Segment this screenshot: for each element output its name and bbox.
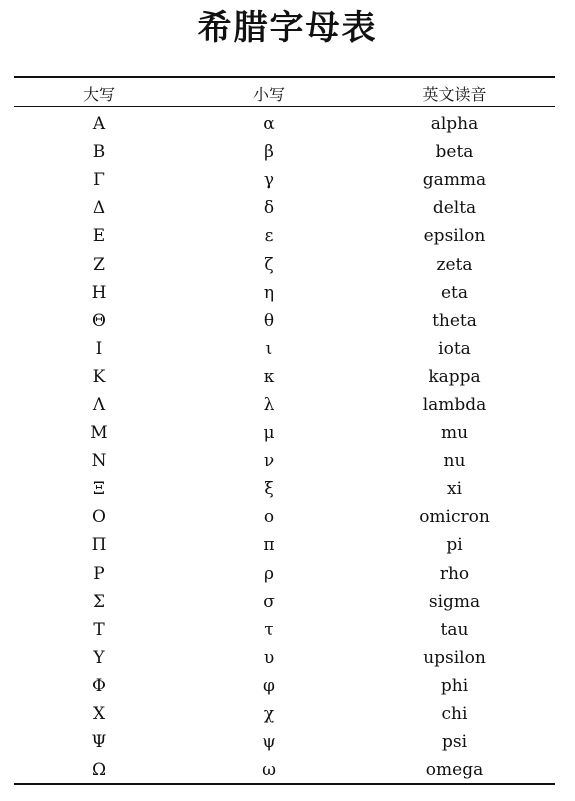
lowercase-cell: ζ: [264, 254, 274, 275]
uppercase-cell: Γ: [93, 170, 105, 191]
lowercase-cell: φ: [263, 675, 275, 696]
lowercase-cell: υ: [263, 647, 275, 668]
lowercase-cell: ν: [263, 451, 275, 472]
uppercase-cell: Ρ: [93, 563, 105, 584]
uppercase-cell: Δ: [92, 198, 106, 219]
pronunciation-cell: theta: [432, 310, 477, 331]
pronunciation-cell: epsilon: [423, 226, 486, 247]
pronunciation-cell: rho: [439, 563, 470, 584]
table-row: [14, 307, 555, 335]
lowercase-cell: π: [263, 535, 275, 556]
lowercase-cell: τ: [264, 619, 274, 640]
uppercase-cell: Ι: [95, 338, 103, 359]
pronunciation-cell: upsilon: [423, 647, 486, 668]
pronunciation-cell: omicron: [419, 507, 490, 528]
header-uppercase: 大写: [82, 84, 115, 104]
pronunciation-cell: phi: [440, 675, 469, 696]
table-row: [14, 700, 555, 728]
lowercase-cell: ξ: [264, 479, 274, 500]
pronunciation-cell: omega: [425, 760, 484, 781]
uppercase-cell: Σ: [92, 591, 106, 612]
pronunciation-cell: sigma: [428, 591, 481, 612]
pronunciation-cell: zeta: [436, 254, 473, 275]
uppercase-cell: Η: [91, 282, 107, 303]
uppercase-cell: Κ: [92, 366, 106, 387]
uppercase-cell: Φ: [92, 675, 106, 696]
pronunciation-cell: lambda: [422, 394, 487, 415]
page-title: 希腊字母表: [197, 8, 378, 48]
pronunciation-cell: psi: [441, 732, 468, 753]
lowercase-cell: ω: [262, 760, 276, 781]
pronunciation-cell: xi: [446, 479, 463, 500]
lowercase-cell: ψ: [262, 732, 276, 753]
pronunciation-cell: iota: [438, 338, 471, 359]
pronunciation-cell: mu: [440, 423, 469, 444]
pronunciation-cell: eta: [440, 282, 469, 303]
header-lowercase: 小写: [252, 84, 285, 104]
lowercase-cell: ι: [265, 338, 273, 359]
uppercase-cell: Β: [92, 142, 106, 163]
lowercase-cell: η: [263, 282, 275, 303]
uppercase-cell: Υ: [93, 647, 105, 668]
header-pronunciation: 英文读音: [422, 84, 487, 104]
uppercase-cell: Χ: [92, 704, 106, 725]
table-row: [14, 138, 555, 166]
table-header-rule: [14, 106, 555, 107]
table-row: [14, 391, 555, 419]
pronunciation-cell: delta: [432, 198, 477, 219]
table-row: [14, 166, 555, 194]
pronunciation-cell: gamma: [422, 170, 487, 191]
table-row: [14, 363, 555, 391]
table-row: [14, 419, 555, 447]
table-body: [14, 110, 555, 784]
lowercase-cell: δ: [263, 198, 275, 219]
uppercase-cell: Ο: [92, 507, 106, 528]
uppercase-cell: Ν: [91, 451, 107, 472]
pronunciation-cell: kappa: [428, 366, 481, 387]
table-row: [14, 279, 555, 307]
table-row: [14, 588, 555, 616]
lowercase-cell: γ: [263, 170, 275, 191]
lowercase-cell: κ: [263, 366, 275, 387]
table-top-rule: [14, 76, 555, 78]
table-row: [14, 756, 555, 784]
uppercase-cell: Μ: [90, 423, 108, 444]
table-bottom-rule: [14, 783, 555, 785]
pronunciation-cell: beta: [435, 142, 474, 163]
table-row: [14, 616, 555, 644]
uppercase-cell: Τ: [93, 619, 105, 640]
table-row: [14, 475, 555, 503]
table-row: [14, 728, 555, 756]
lowercase-cell: θ: [263, 310, 275, 331]
table-row: [14, 644, 555, 672]
table-row: [14, 672, 555, 700]
uppercase-cell: Ζ: [93, 254, 105, 275]
lowercase-cell: χ: [263, 704, 275, 725]
lowercase-cell: β: [264, 142, 274, 163]
lowercase-cell: α: [263, 114, 275, 135]
table-row: [14, 531, 555, 559]
table-header: [14, 80, 555, 106]
pronunciation-cell: nu: [443, 451, 466, 472]
lowercase-cell: ρ: [264, 563, 274, 584]
lowercase-cell: ο: [263, 507, 275, 528]
table-row: [14, 447, 555, 475]
uppercase-cell: Ω: [91, 760, 107, 781]
uppercase-cell: Π: [91, 535, 107, 556]
uppercase-cell: Λ: [92, 394, 106, 415]
pronunciation-cell: alpha: [430, 114, 479, 135]
table-row: [14, 335, 555, 363]
lowercase-cell: σ: [263, 591, 275, 612]
table-row: [14, 560, 555, 588]
uppercase-cell: Ε: [92, 226, 106, 247]
table-row: [14, 194, 555, 222]
table-row: [14, 110, 555, 138]
lowercase-cell: μ: [263, 423, 275, 444]
pronunciation-cell: tau: [440, 619, 469, 640]
uppercase-cell: Θ: [92, 310, 106, 331]
uppercase-cell: Ψ: [91, 732, 107, 753]
lowercase-cell: λ: [263, 394, 275, 415]
lowercase-cell: ε: [264, 226, 274, 247]
table-row: [14, 222, 555, 250]
table-row: [14, 503, 555, 531]
table-row: [14, 250, 555, 278]
pronunciation-cell: chi: [441, 704, 468, 725]
uppercase-cell: Α: [92, 114, 106, 135]
uppercase-cell: Ξ: [93, 479, 105, 500]
pronunciation-cell: pi: [446, 535, 463, 556]
